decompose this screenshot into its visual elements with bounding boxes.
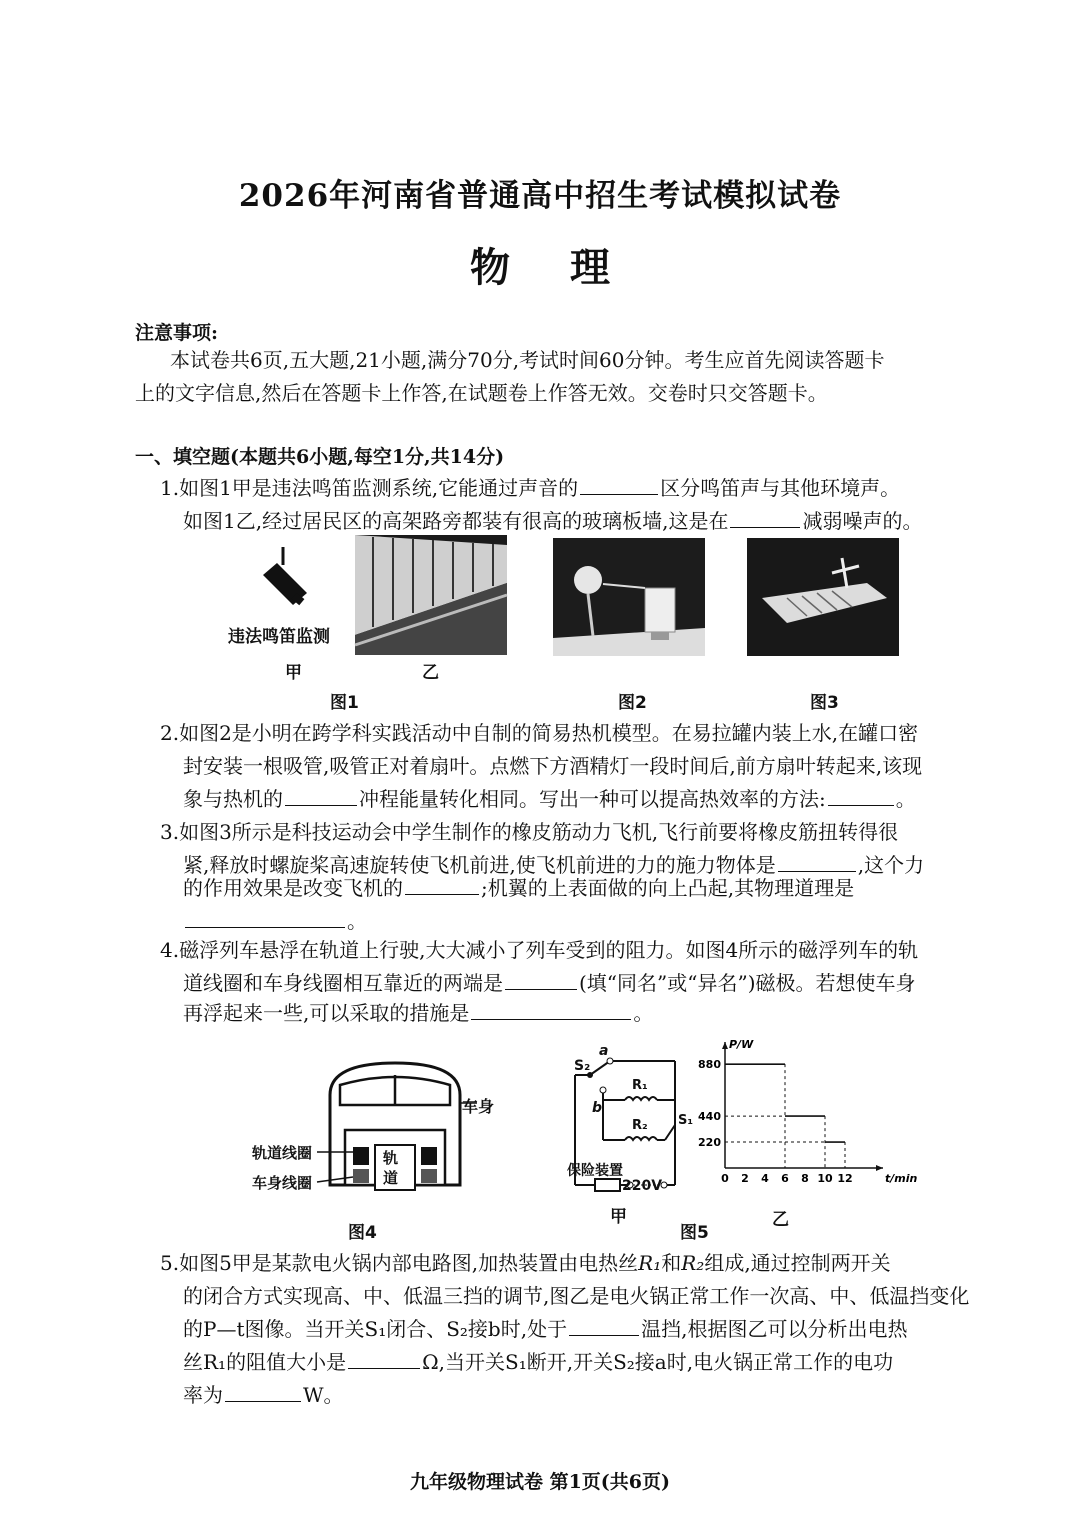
q5-and: 和: [661, 1251, 682, 1275]
answer-blank: [225, 1383, 301, 1402]
answer-blank: [778, 853, 856, 872]
x-tick-label: 0: [721, 1172, 729, 1185]
answer-blank: [505, 971, 577, 990]
fig4-track-coil-label: 轨道线圈: [252, 1144, 313, 1162]
x-axis-label: t/min: [885, 1172, 918, 1185]
q3-line-1: 3.如图3所示是科技运动会中学生制作的橡皮筋动力飞机,飞行前要将橡皮筋扭转得很: [160, 820, 899, 844]
fig1-jia-label: 甲: [285, 663, 302, 683]
q1-text-1a: 1.如图1甲是违法鸣笛监测系统,它能通过声音的: [160, 476, 579, 500]
q2-text-3c: 。: [895, 787, 916, 811]
q2-text-3a: 象与热机的: [183, 787, 283, 811]
q5-line-1: [160, 1247, 891, 1280]
q5-line-2: 的闭合方式实现高、中、低温三挡的调节,图乙是电火锅正常工作一次高、中、低温挡变化: [183, 1284, 970, 1308]
q4-text-3a: 再浮起来一些,可以采取的措施是: [183, 1001, 470, 1025]
q5-text-4a: 丝R₁的阻值大小是: [183, 1350, 347, 1374]
q3-text-2b: ,这个力: [857, 853, 925, 877]
q1-text-2b: 减弱噪声的。: [802, 509, 923, 533]
q5-line-3: [183, 1313, 907, 1346]
rubber-band-plane-photo: [747, 538, 899, 656]
exam-title: 2026年河南省普通高中招生考试模拟试卷: [238, 178, 842, 214]
y-tick-label: 880: [698, 1058, 721, 1072]
notice-heading: 注意事项:: [135, 322, 219, 344]
fig5-jia-label: 甲: [610, 1207, 627, 1227]
answer-blank: [348, 1350, 420, 1369]
fig5-b-label: b: [592, 1100, 603, 1116]
fig4-track-char-2: 道: [383, 1169, 399, 1187]
notice-line-2: 上的文字信息,然后在答题卡上作答,在试题卷上作答无效。交卷时只交答题卡。: [135, 381, 828, 405]
x-tick-label: 2: [741, 1172, 749, 1185]
fig5-voltage-label: 220V: [622, 1178, 663, 1194]
q5-text-3a: 的P—t图像。当开关S₁闭合、S₂接b时,处于: [183, 1317, 568, 1341]
q3-line-3: [183, 872, 854, 905]
fig5-protect-label: 保险装置: [567, 1163, 623, 1179]
x-tick-label: 6: [781, 1172, 789, 1185]
q2-text-3b: 冲程能量转化相同。写出一种可以提高热效率的方法:: [359, 787, 826, 811]
q5-line-5: [183, 1379, 344, 1412]
section-heading: 一、填空题(本题共6小题,每空1分,共14分): [135, 446, 505, 468]
q5-text-1b: 组成,通过控制两开关: [704, 1251, 891, 1275]
answer-blank: [285, 787, 357, 806]
answer-blank: [185, 909, 345, 928]
page-footer: 九年级物理试卷 第1页(共6页): [409, 1471, 671, 1493]
q5-line-4: [183, 1346, 893, 1379]
q3-text-3a: 的作用效果是改变飞机的: [183, 876, 403, 900]
q1-line-1: [160, 472, 900, 505]
x-tick-label: 8: [801, 1172, 809, 1185]
answer-blank: [405, 876, 479, 895]
q4-text-2a: 道线圈和车身线圈相互靠近的两端是: [183, 971, 503, 995]
q2-line-2: 封安装一根吸管,吸管正对着扇叶。点燃下方酒精灯一段时间后,前方扇叶转起来,该现: [183, 754, 923, 778]
x-tick-label: 4: [761, 1172, 769, 1185]
q5-r1: R₁: [638, 1251, 662, 1275]
q5-text-3b: 温挡,根据图乙可以分析出电热: [641, 1317, 908, 1341]
y-axis-arrow: [722, 1042, 728, 1049]
q3-text-3b: ;机翼的上表面做的向上凸起,其物理道理是: [481, 876, 855, 900]
q4-line-2: [183, 967, 916, 1000]
q4-line-1: 4.磁浮列车悬浮在轨道上行驶,大大减小了列车受到的阻力。如图4所示的磁浮列车的轨: [160, 938, 919, 962]
fig3-caption: 图3: [810, 693, 839, 713]
q5-text-1a: 5.如图5甲是某款电火锅内部电路图,加热装置由电热丝: [160, 1251, 639, 1275]
answer-blank: [569, 1317, 639, 1336]
fig4-track-char-1: 轨: [383, 1149, 399, 1167]
y-tick-label: 440: [698, 1110, 721, 1124]
fig5-s1-label: S₁: [678, 1113, 694, 1128]
q4-line-3: [183, 997, 653, 1030]
q4-text-3b: 。: [633, 1001, 654, 1025]
q1-text-1b: 区分鸣笛声与其他环境声。: [660, 476, 901, 500]
fig5-caption: 图5: [680, 1223, 709, 1243]
answer-blank: [580, 476, 658, 495]
heat-engine-photo: [553, 538, 705, 656]
fig4-caption: 图4: [348, 1223, 377, 1243]
fig5-s2-label: S₂: [574, 1058, 591, 1074]
q2-line-1: 2.如图2是小明在跨学科实践活动中自制的简易热机模型。在易拉罐内装上水,在罐口密: [160, 721, 919, 745]
fig4-body-label: 车身: [462, 1097, 495, 1116]
answer-blank: [471, 1001, 631, 1020]
fig5-a-label: a: [599, 1043, 609, 1059]
answer-blank: [730, 509, 800, 528]
q5-text-4b: Ω,当开关S₁断开,开关S₂接a时,电火锅正常工作的电功: [422, 1350, 894, 1374]
fig1-yi-label: 乙: [422, 663, 439, 683]
q5-r2: R₂: [681, 1251, 705, 1275]
x-tick-label: 12: [837, 1172, 853, 1185]
fig2-caption: 图2: [618, 693, 647, 713]
q2-line-3: [183, 783, 916, 816]
q5-text-5b: W。: [303, 1383, 344, 1407]
glass-wall-photo: [355, 535, 507, 655]
answer-blank: [828, 787, 894, 806]
q4-text-2b: (填“同名”或“异名”)磁极。若想使车身: [579, 971, 916, 995]
q3-text-4: 。: [347, 909, 367, 933]
q5-text-5a: 率为: [183, 1383, 223, 1407]
subject-title: 物理: [470, 244, 670, 291]
fig5-r2-label: R₂: [632, 1118, 648, 1133]
fig5-r1-label: R₁: [632, 1078, 648, 1093]
y-axis-label: P/W: [729, 1038, 754, 1051]
power-time-chart: [690, 1038, 918, 1190]
fig4-body-coil-label: 车身线圈: [252, 1174, 313, 1192]
x-tick-label: 10: [817, 1172, 833, 1185]
camera-icon: [255, 545, 315, 610]
q3-text-2a: 紧,释放时螺旋桨高速旋转使飞机前进,使飞机前进的力的施力物体是: [183, 853, 776, 877]
q1-line-2: [183, 505, 922, 538]
x-axis-arrow: [876, 1165, 883, 1171]
q1-text-2a: 如图1乙,经过居民区的高架路旁都装有很高的玻璃板墙,这是在: [183, 509, 729, 533]
camera-label: 违法鸣笛监测: [228, 627, 330, 647]
fig1-caption: 图1: [330, 693, 359, 713]
notice-line-1: 本试卷共6页,五大题,21小题,满分70分,考试时间60分钟。考生应首先阅读答题卡: [170, 348, 885, 372]
y-tick-label: 220: [698, 1136, 721, 1150]
fig5-yi-label: 乙: [772, 1210, 789, 1230]
